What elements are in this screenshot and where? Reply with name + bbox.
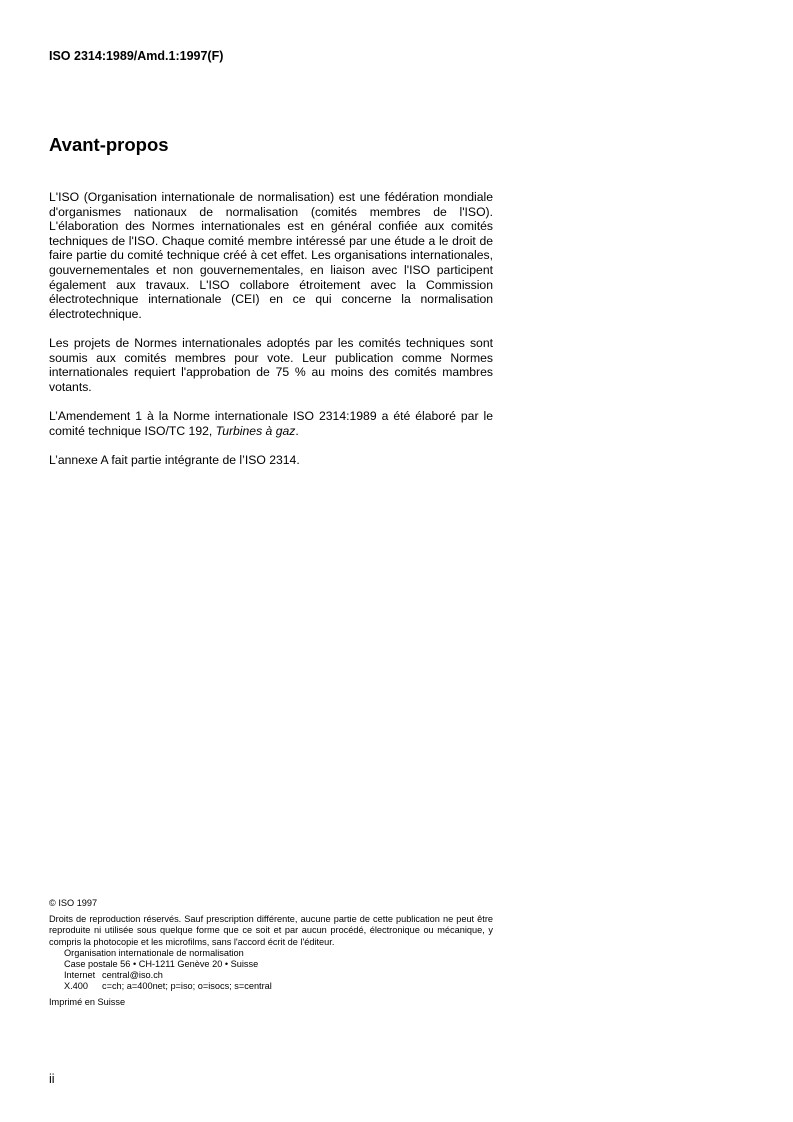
internet-label: Internet: [64, 970, 96, 981]
paragraph-3-text: L’Amendement 1 à la Norme internationale ISO 2314:1989 a été élaboré par le comité technique ISO/TC 192,: [49, 408, 493, 438]
internet-email: central@iso.ch: [102, 970, 163, 981]
publisher-address: [49, 948, 493, 993]
foreword-body: [49, 190, 493, 467]
paragraph-4: L’annexe A fait partie intégrante de l’ISO 2314.: [49, 452, 300, 467]
printed-in: Imprimé en Suisse: [49, 996, 126, 1007]
committee-name: Turbines à gaz: [215, 423, 296, 438]
paragraph-2: Les projets de Normes internationales adoptés par les comités techniques sont soumis aux comités membres pour vote. Leur publication comme Normes internationales requiert l'approbation de 75 % au moins des comités mambres votants.: [49, 335, 493, 394]
internet-row: [64, 970, 493, 981]
organisation-name: Organisation internationale de normalisation: [64, 947, 244, 958]
x400-row: [64, 981, 493, 992]
paragraph-3: [49, 409, 493, 438]
document-header: ISO 2314:1989/Amd.1:1997(F): [49, 49, 224, 63]
x400-address: c=ch; a=400net; p=iso; o=isocs; s=central: [102, 981, 272, 992]
copyright-block: [49, 898, 493, 1008]
postal-address: Case postale 56 • CH-1211 Genève 20 • Suisse: [64, 959, 259, 970]
paragraph-1: L'ISO (Organisation internationale de normalisation) est une fédération mondiale d'organismes nationaux de normalisation (comités membres de l'ISO). L'élaboration des Normes internationales est en général confiée aux comités techniques de l'ISO. Chaque comité membre intéressé par une étude a le droit de faire partie du comité technique créé à cet effet. Les organisations internationales, gouvernementales et non gouvernementales, en liaison avec l'ISO participent également aux travaux. L'ISO collabore étroitement avec la Commission électrotechnique internationale (CEI) en ce qui concerne la normalisation électrotechnique.: [49, 190, 493, 321]
page-number: ii: [49, 1072, 55, 1086]
paragraph-3-end: .: [295, 423, 299, 438]
x400-label: X.400: [64, 981, 89, 992]
rights-notice: Droits de reproduction réservés. Sauf prescription différente, aucune partie de cette publication ne peut être reproduite ni utilisée sous quelque forme que ce soit et par aucun procédé, électronique ou mécanique, y compris la photocopie et les microfilms, sans l'accord écrit de l'éditeur.: [49, 914, 493, 947]
copyright-line: © ISO 1997: [49, 898, 98, 908]
section-title: Avant-propos: [49, 134, 169, 155]
